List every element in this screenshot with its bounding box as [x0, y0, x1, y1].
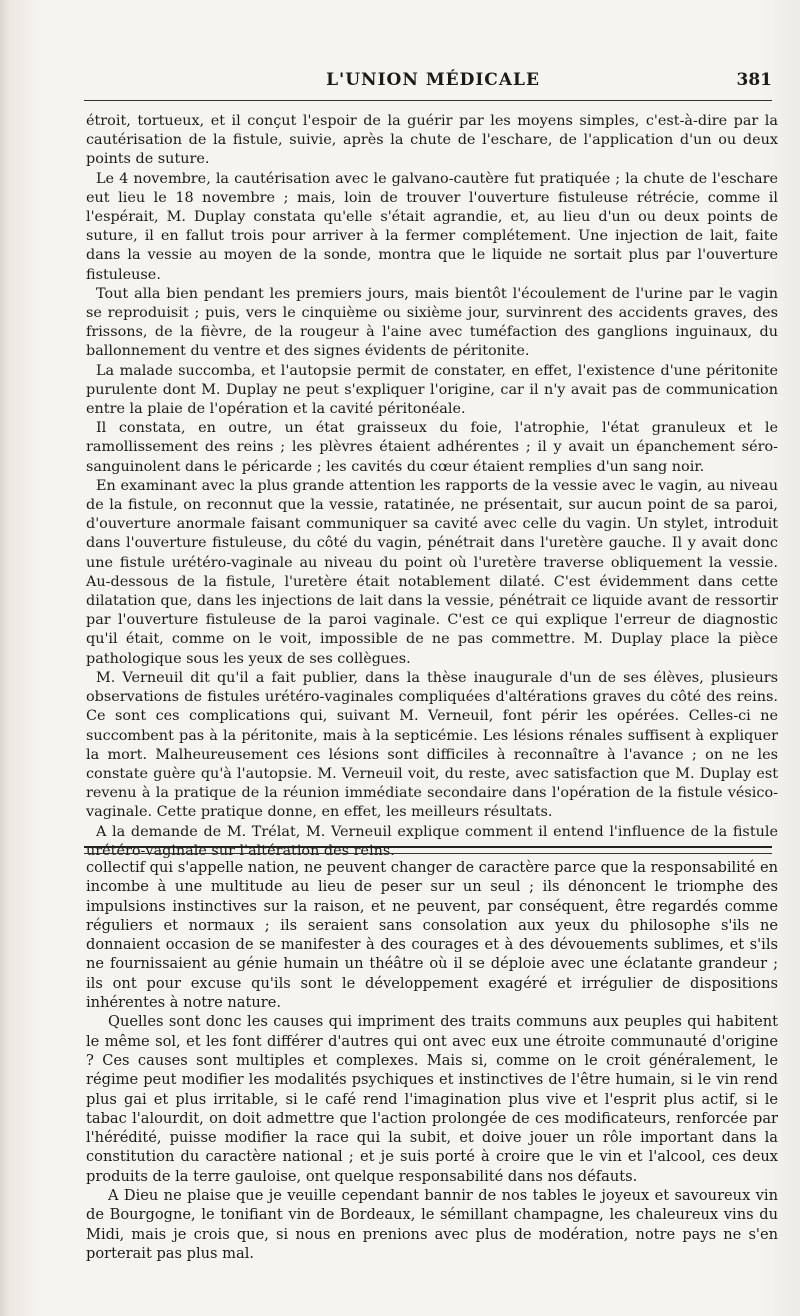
feuilleton-paragraph: Quelles sont donc les causes qui impriment des traits communs aux peuples qui habitent le même sol, et les font différer d'autres qui ont avec eux une étroite communauté d'origine ? Ces causes sont multiples et complexes. Mais si, comme on le croit généralement, le régime peut modifier les modalités psychiques et instinctives de l'être humain, si le vin rend plus gai et plus irritable, si le café rend l'imagination plus vive et l'esprit plus actif, si le tabac l'alourdit, on doit admettre que l'action prolongée de ces modificateurs, renforcée par l'hérédité, puisse modifier la race qui la subit, et doive jouer un rôle important dans la constitution du caractère national ; et je suis porté à croire que le vin et l'alcool, ces deux produits de la terre gauloise, ont quelque responsabilité dans nos défauts. [86, 1013, 778, 1185]
article-paragraph: Il constata, en outre, un état graisseux du foie, l'atrophie, l'état granuleux et le ramollissement des reins ; les plèvres étaient adhérentes ; il y avait un épanchement séro-sanguinolent dans le péricarde ; les cavités du cœur étaient remplies d'un sang noir. [86, 420, 778, 475]
article-paragraph: Le 4 novembre, la cautérisation avec le galvano-cautère fut pratiquée ; la chute de l'eschare eut lieu le 18 novembre ; mais, loin de trouver l'ouverture fistuleuse rétrécie, comme il l'espérait, M. Duplay constata qu'elle s'était agrandie, et, au lieu d'un ou deux points de suture, il en fallut trois pour arriver à la fermer complétement. Une injection de lait, faite dans la vessie au moyen de la sonde, montra que le liquide ne sortait plus par l'ouverture fistuleuse. [86, 170, 778, 283]
article-paragraph: étroit, tortueux, et il conçut l'espoir de la guérir par les moyens simples, c'est-à-dire par la cautérisation de la fistule, suivie, après la chute de l'eschare, de l'application d'un ou deux points de suture. [86, 113, 778, 168]
article-paragraph: Tout alla bien pendant les premiers jours, mais bientôt l'écoulement de l'urine par le vagin se reproduisit ; puis, vers le cinquième ou sixième jour, survinrent des accidents graves, des frissons, de la fièvre, de la rougeur à l'aine avec tuméfaction des ganglions inguinaux, du ballonnement du ventre et des signes évidents de péritonite. [86, 285, 778, 360]
header-rule [84, 100, 772, 101]
running-title: L'UNION MÉDICALE [326, 70, 540, 90]
article-paragraph: M. Verneuil dit qu'il a fait publier, dans la thèse inaugurale d'un de ses élèves, plusieurs observations de fistules urétéro-vaginales compliquées d'altérations graves du côté des reins. Ce sont ces complications qui, suivant M. Verneuil, font périr les opérées. Celles-ci ne succombent pas à la péritonite, mais à la septicémie. Les lésions rénales suffisent à expliquer la mort. Malheureusement ces lésions sont difficiles à reconnaître à l'avance ; on ne les constate guère qu'à l'autopsie. M. Verneuil voit, du reste, avec satisfaction que M. Duplay est revenu à la pratique de la réunion immédiate secondaire dans l'opération de la fistule vésico-vaginale. Cette pratique donne, en effet, les meilleurs résultats. [86, 669, 778, 821]
article-paragraph: En examinant avec la plus grande attention les rapports de la vessie avec le vagin, au niveau de la fistule, on reconnut que la vessie, ratatinée, ne présentait, sur aucun point de sa paroi, d'ouverture anormale faisant communiquer sa cavité avec celle du vagin. Un stylet, introduit dans l'ouverture fistuleuse, du côté du vagin, pénétrait dans l'uretère gauche. Il y avait donc une fistule urétéro-vaginale au niveau du point où l'uretère traverse obliquement la vessie. Au-dessous de la fistule, l'uretère était notablement dilaté. C'est évidemment dans cette dilatation que, dans les injections de lait dans la vessie, pénétrait ce liquide avant de ressortir par l'ouverture fistuleuse de la paroi vaginale. C'est ce qui explique l'erreur de diagnostic qu'il était, comme on le voit, impossible de ne pas commettre. M. Duplay place la pièce pathologique sous les yeux de ses collègues. [86, 477, 778, 667]
feuilleton-paragraph: A Dieu ne plaise que je veuille cependant bannir de nos tables le joyeux et savoureux vin de Bourgogne, le tonifiant vin de Bordeaux, le sémillant champagne, les chaleureux vins du Midi, mais je crois que, si nous en prenions avec plus de modération, notre pays ne s'en porterait pas plus mal. [86, 1187, 778, 1262]
page-number: 381 [736, 70, 772, 90]
article-paragraph: A la demande de M. Trélat, M. Verneuil explique comment il entend l'influence de la fistule urétéro-vaginale sur l'altération des reins. [86, 823, 778, 859]
feuilleton-separator [84, 846, 772, 854]
page-header [84, 70, 782, 98]
feuilleton-body [86, 858, 778, 1263]
article-paragraph: La malade succomba, et l'autopsie permit de constater, en effet, l'existence d'une péritonite purulente dont M. Duplay ne peut s'expliquer l'origine, car il n'y avait pas de communication entre la plaie de l'opération et la cavité péritonéale. [86, 362, 778, 418]
feuilleton-paragraph: collectif qui s'appelle nation, ne peuvent changer de caractère parce que la responsabilité en incombe à une multitude au lieu de peser sur un seul ; ils dénoncent le triomphe des impulsions instinctives sur la raison, et ne peuvent, par conséquent, être regardés comme réguliers et normaux ; ils seraient sans consolation aux yeux du philosophe s'ils ne donnaient occasion de se manifester à des courages et à des dévouements sublimes, et s'ils ne fournissaient au génie humain un théâtre où il se déploie avec une éclatante grandeur ; ils ont pour excuse qu'ils sont le développement exagéré et irrégulier de dispositions inhérentes à notre nature. [86, 859, 778, 1012]
article-body [86, 112, 778, 861]
